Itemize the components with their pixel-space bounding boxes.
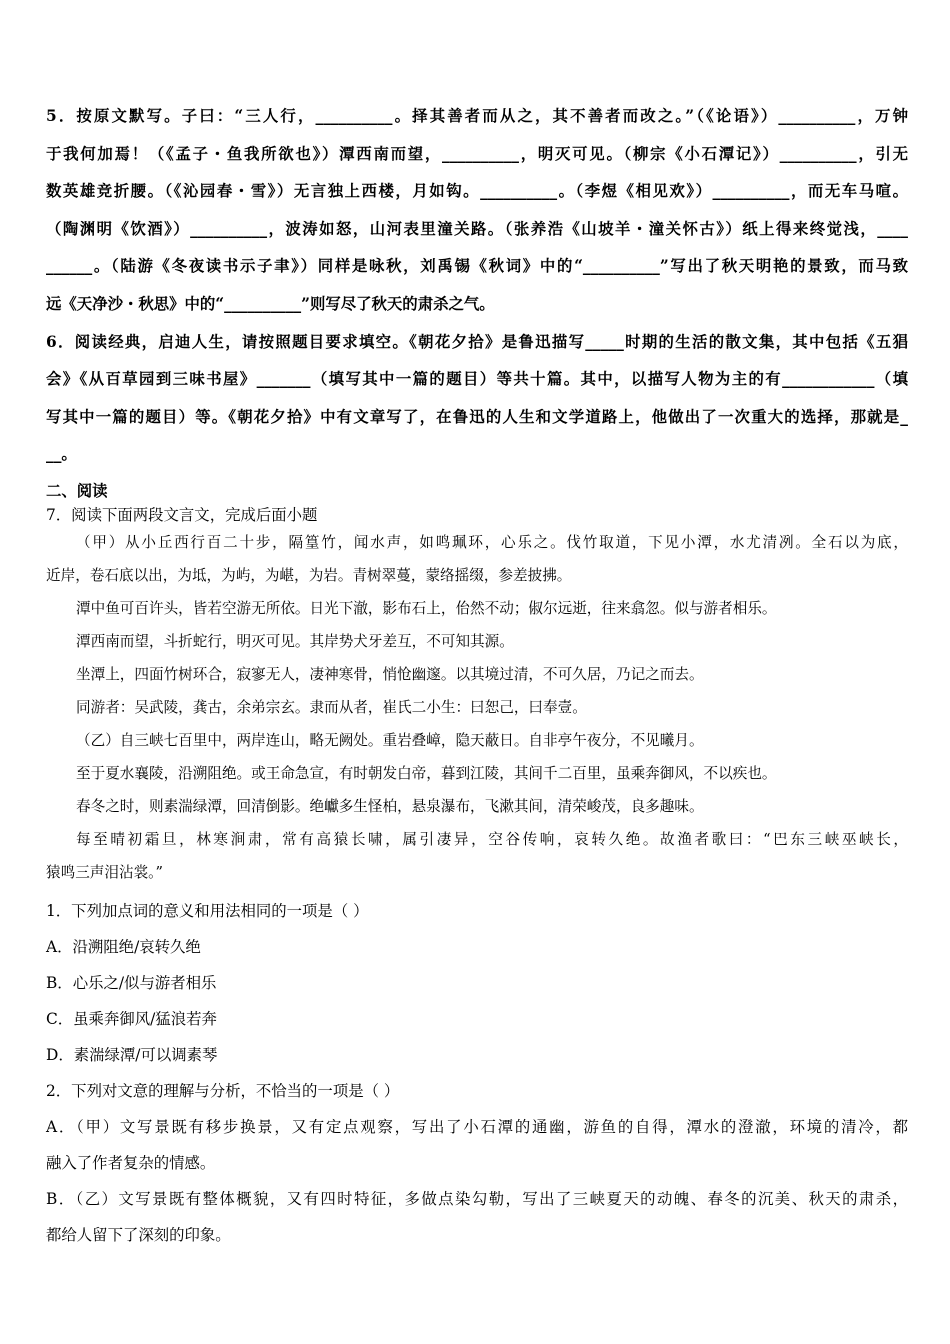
question-6-line: 写其中一篇的题目）等。《朝花夕拾》中有文章写了，在鲁迅的人生和文学道路上，他做出了一次重大的选择，那就是_ — [46, 407, 908, 426]
sub-question-1 — [46, 893, 908, 1073]
option-b[interactable]: B．心乐之/似与游者相乐 — [46, 973, 217, 992]
question-5-line: 5．按原文默写。子曰：“三人行，__________。择其善者而从之，其不善者而改之。”（《论语》）__________，万钟 — [46, 107, 908, 125]
option-b[interactable]: B．（乙）文写景既有整体概貌，又有四时特征，多做点染勾勒，写出了三峡夏天的动魄、春冬的沉美、秋天的肃杀， — [46, 1189, 908, 1208]
option-a[interactable]: A．沿溯阻绝/哀转久绝 — [46, 937, 201, 956]
question-7-prompt: 7．阅读下面两段文言文，完成后面小题 — [46, 505, 318, 524]
passage-line: 潭西南而望，斗折蛇行，明灭可见。其岸势犬牙差互，不可知其源。 — [76, 632, 514, 650]
passage-line: 至于夏水襄陵，沿溯阻绝。或王命急宣，有时朝发白帝，暮到江陵，其间千二百里，虽乘奔御风，不以疾也。 — [76, 764, 777, 782]
passage-line: 近岸，卷石底以出，为坻，为屿，为嵁，为岩。青树翠蔓，蒙络摇缀，参差披拂。 — [46, 566, 572, 584]
question-5-line: ______。（陆游《冬夜读书示子聿》）同样是咏秋，刘禹锡《秋词》中的“__________”写出了秋天明艳的景致，而马致 — [46, 257, 908, 276]
question-5-line: （陶渊明《饮酒》）__________，波涛如怒，山河表里潼关路。（张养浩《山坡羊・潼关怀古》）纸上得来终觉浅，____ — [46, 219, 908, 238]
question-5-line: 于我何加焉！（《孟子・鱼我所欲也》）潭西南而望，__________，明灭可见。（柳宗《小石潭记》）__________，引无 — [46, 144, 908, 163]
passage-line: （甲）从小丘西行百二十步，隔篁竹，闻水声，如鸣珮环，心乐之。伐竹取道，下见小潭，水尤清冽。全石以为底， — [76, 533, 908, 551]
passage-line: 春冬之时，则素湍绿潭，回清倒影。绝巘多生怪柏，悬泉瀑布，飞漱其间，清荣峻茂，良多趣味。 — [76, 797, 704, 815]
passage-line: 猿鸣三声泪沾裳。” — [46, 863, 163, 881]
question-6 — [46, 324, 908, 474]
passage-line: （乙）自三峡七百里中，两岸连山，略无阙处。重岩叠嶂，隐天蔽日。自非亭午夜分，不见曦月。 — [76, 731, 704, 749]
passage-line: 同游者：吴武陵，龚古，余弟宗玄。隶而从者，崔氏二小生：曰恕己，曰奉壹。 — [76, 698, 587, 716]
option-b-continued: 都给人留下了深刻的印象。 — [46, 1225, 231, 1244]
question-7 — [46, 504, 908, 1253]
question-5-line: 数英雄竞折腰。（《沁园春・雪》）无言独上西楼，月如钩。__________。（李煜《相见欢》）__________，而无车马喧。 — [46, 182, 908, 201]
sub-question-1-stem: 1．下列加点词的意义和用法相同的一项是（ ） — [46, 901, 369, 920]
passage-line: 坐潭上，四面竹树环合，寂寥无人，凄神寒骨，悄怆幽邃。以其境过清，不可久居，乃记之而去。 — [76, 665, 704, 683]
question-5-line: 远《天净沙・秋思》中的“__________”则写尽了秋天的肃杀之气。 — [46, 294, 495, 313]
question-5 — [46, 98, 908, 324]
question-6-line: __。 — [46, 445, 77, 464]
option-a-continued: 融入了作者复杂的情感。 — [46, 1153, 216, 1172]
exam-page — [46, 98, 908, 1253]
classical-passage — [46, 526, 908, 889]
passage-line: 每至晴初霜旦，林寒涧肃，常有高猿长啸，属引凄异，空谷传响，哀转久绝。故渔者歌曰：“巴东三峡巫峡长， — [76, 830, 908, 848]
section-heading: 二、阅读 — [46, 481, 108, 500]
sub-question-2-stem: 2．下列对文意的理解与分析，不恰当的一项是（ ） — [46, 1081, 400, 1100]
passage-line: 潭中鱼可百许头，皆若空游无所依。日光下澈，影布石上，佁然不动；俶尔远逝，往来翕忽。似与游者相乐。 — [76, 599, 777, 617]
question-6-line: 会》《从百草园到三味书屋》_______（填写其中一篇的题目）等共十篇。其中，以描写人物为主的有____________（填 — [46, 370, 908, 389]
option-c[interactable]: C．虽乘奔御风/猛浪若奔 — [46, 1009, 217, 1028]
option-d[interactable]: D．素湍绿潭/可以调素琴 — [46, 1045, 218, 1064]
sub-question-2 — [46, 1073, 908, 1253]
question-6-line: 6．阅读经典，启迪人生，请按照题目要求填空。《朝花夕拾》是鲁迅描写_____时期的生活的散文集，其中包括《五猖 — [46, 332, 908, 351]
option-a[interactable]: A．（甲）文写景既有移步换景，又有定点观察，写出了小石潭的通幽，游鱼的自得，潭水的澄澈，环境的清冷，都 — [46, 1117, 908, 1136]
